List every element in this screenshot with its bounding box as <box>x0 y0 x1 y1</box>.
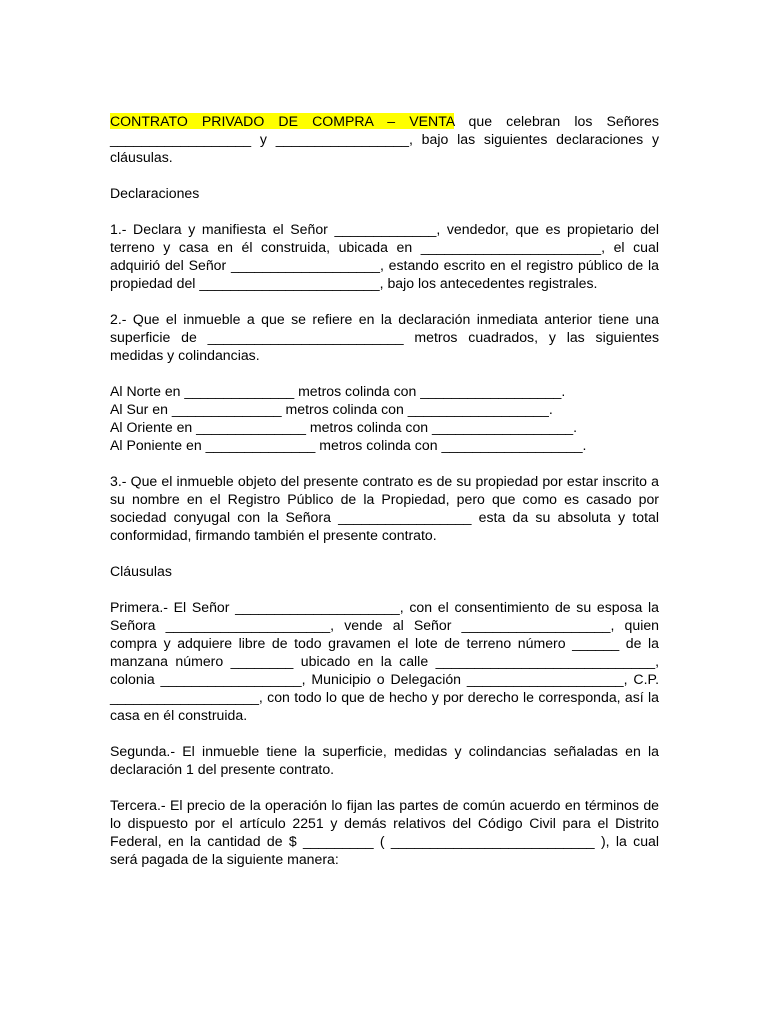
colindancia-norte: Al Norte en ______________ metros colinda con __________________. <box>110 383 566 399</box>
clausula-primera: Primera.- El Señor _____________________, con el consentimiento de su esposa la Señora _____________________, vende al Señor ___________________, quien compra y adquiere libre de todo gravamen el lote de terreno número ______ de la manzana número ________ ubicado en la calle ____________________________, colonia __________________, Municipio o Delegación ____________________, C.P. ___________________, con todo lo que de hecho y por derecho le corresponda, así la casa en él construida. <box>110 599 659 723</box>
colindancia-sur: Al Sur en ______________ metros colinda con __________________. <box>110 401 553 417</box>
clausulas-heading: Cláusulas <box>110 563 172 579</box>
intro-text: que celebran los Señores __________________ y _________________, bajo las siguientes declaraciones y cláusulas. <box>110 113 659 165</box>
colindancia-oriente: Al Oriente en ______________ metros colinda con __________________. <box>110 419 578 435</box>
colindancia-poniente: Al Poniente en ______________ metros colinda con __________________. <box>110 437 587 453</box>
declaracion-1: 1.- Declara y manifiesta el Señor _____________, vendedor, que es propietario del terreno y casa en él construida, ubicada en _______________________, el cual adquirió del Señor ___________________, estando escrito en el registro público de la propiedad del _______________________, bajo los antecedentes registrales. <box>110 221 659 291</box>
contract-title-highlight: CONTRATO PRIVADO DE COMPRA – VENTA <box>110 113 455 129</box>
intro-paragraph <box>110 112 659 166</box>
declaracion-3: 3.- Que el inmueble objeto del presente contrato es de su propiedad por estar inscrito a su nombre en el Registro Público de la Propiedad, pero que como es casado por sociedad conyugal con la Señora _________________ esta da su absoluta y total conformidad, firmando también el presente contrato. <box>110 473 659 543</box>
contract-document <box>110 112 659 886</box>
colindancias-block <box>110 382 659 454</box>
declaraciones-heading: Declaraciones <box>110 185 200 201</box>
clausula-tercera: Tercera.- El precio de la operación lo fijan las partes de común acuerdo en términos de lo dispuesto por el artículo 2251 y demás relativos del Código Civil para el Distrito Federal, en la cantidad de $ _________ ( __________________________ ), la cual será pagada de la siguiente manera: <box>110 797 659 867</box>
clausula-segunda: Segunda.- El inmueble tiene la superficie, medidas y colindancias señaladas en la declaración 1 del presente contrato. <box>110 743 659 777</box>
declaracion-2: 2.- Que el inmueble a que se refiere en la declaración inmediata anterior tiene una superficie de _________________________ metros cuadrados, y las siguientes medidas y colindancias. <box>110 311 659 363</box>
